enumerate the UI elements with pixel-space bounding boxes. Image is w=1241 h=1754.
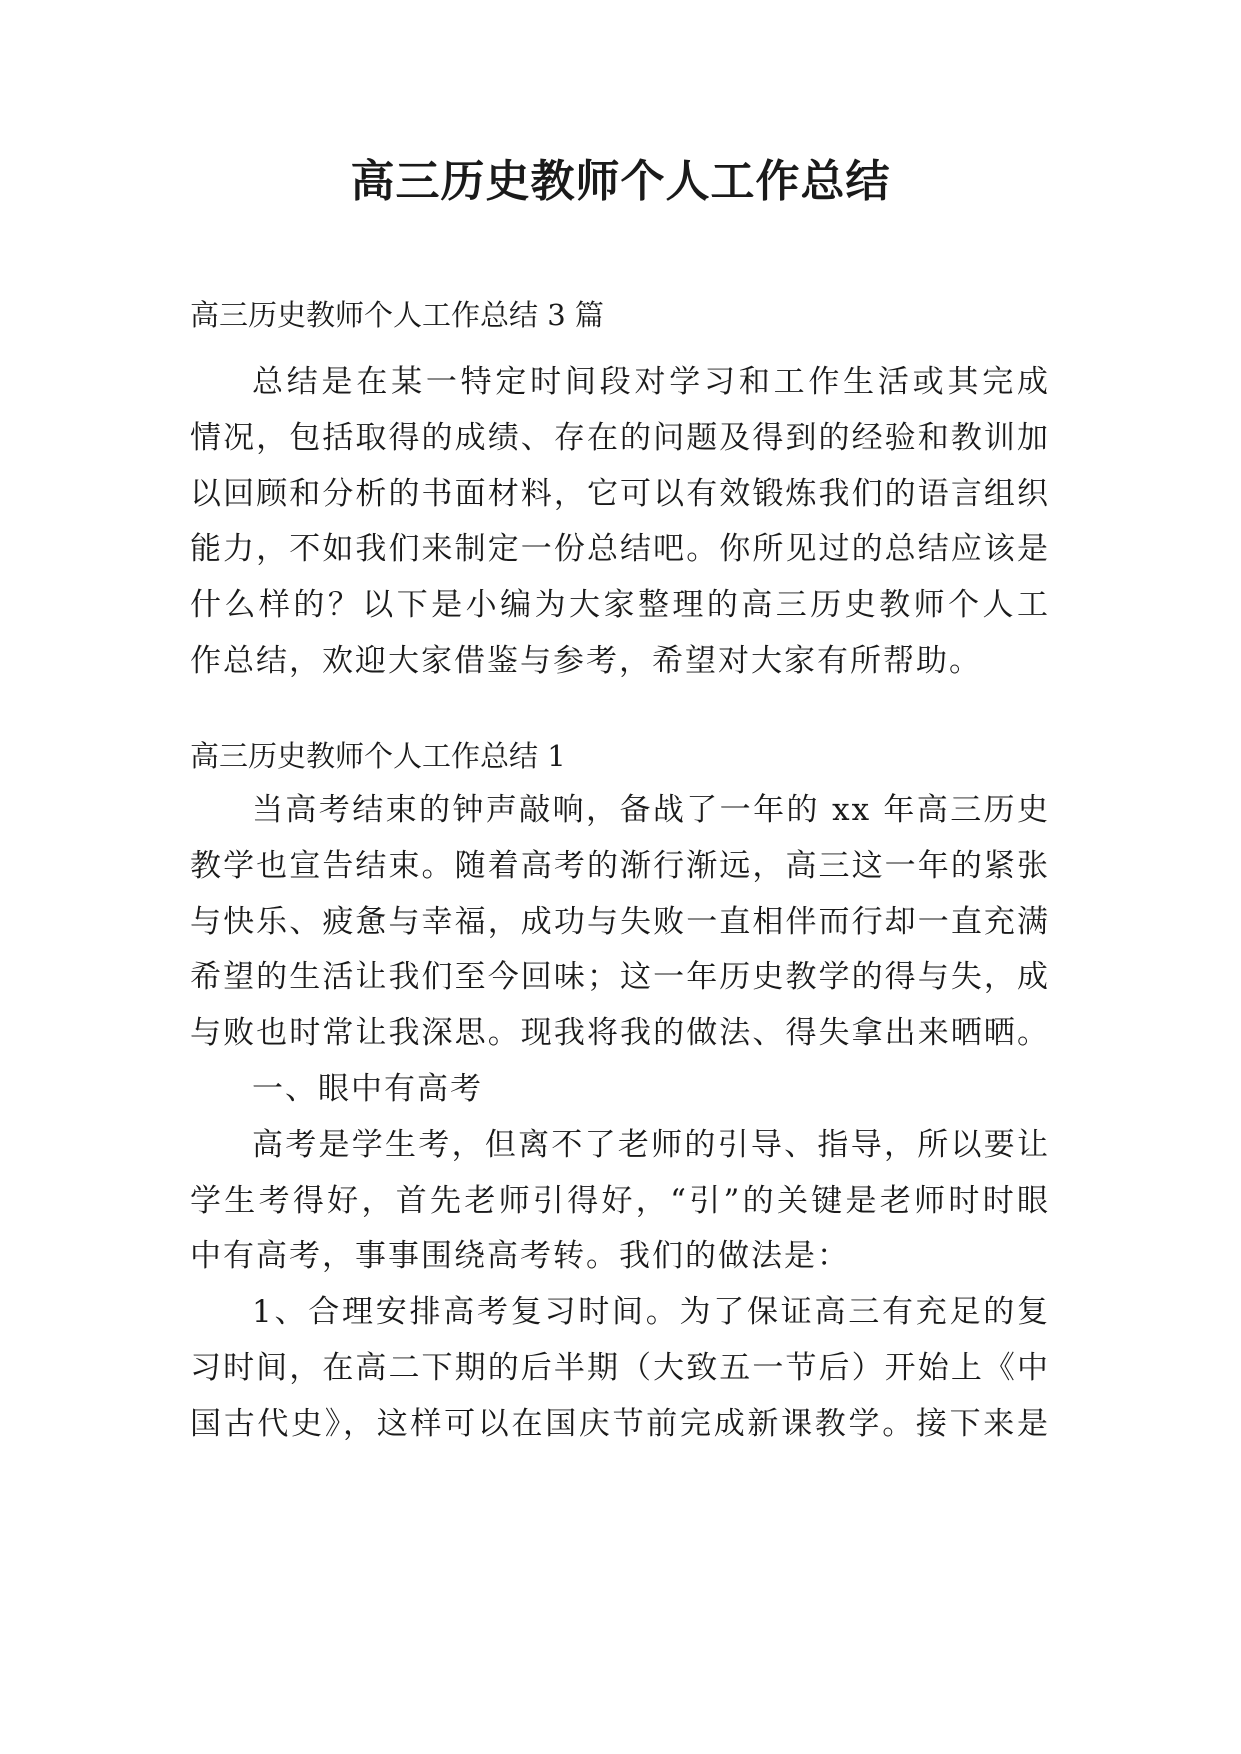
- intro-line: 情况，包括取得的成绩、存在的问题及得到的经验和教训加: [190, 420, 1050, 456]
- paragraph-line: 中有高考，事事围绕高考转。我们的做法是：: [190, 1238, 850, 1274]
- paragraph-line: 希望的生活让我们至今回味；这一年历史教学的得与失，成: [190, 959, 1050, 995]
- document-title: 高三历史教师个人工作总结: [350, 156, 891, 207]
- paragraph-line: 习时间，在高二下期的后半期（大致五一节后）开始上《中: [190, 1350, 1050, 1386]
- paragraph-line: 1、合理安排高考复习时间。为了保证高三有充足的复: [252, 1294, 1050, 1330]
- document-subtitle: 高三历史教师个人工作总结 3 篇: [190, 298, 604, 332]
- paragraph-line: 高考是学生考，但离不了老师的引导、指导，所以要让: [252, 1127, 1050, 1163]
- point-heading: 一、眼中有高考: [252, 1071, 483, 1107]
- paragraph-line: 教学也宣告结束。随着高考的渐行渐远，高三这一年的紧张: [190, 848, 1050, 884]
- paragraph-line: 国古代史》，这样可以在国庆节前完成新课教学。接下来是: [190, 1406, 1050, 1442]
- paragraph-line: 与快乐、疲惫与幸福，成功与失败一直相伴而行却一直充满: [190, 904, 1050, 940]
- intro-line: 作总结，欢迎大家借鉴与参考，希望对大家有所帮助。: [190, 643, 982, 679]
- section-heading: 高三历史教师个人工作总结 1: [190, 739, 566, 773]
- paragraph-line: 与败也时常让我深思。现我将我的做法、得失拿出来晒晒。: [190, 1015, 1050, 1051]
- intro-line: 总结是在某一特定时间段对学习和工作生活或其完成: [252, 364, 1050, 400]
- paragraph-line: 当高考结束的钟声敲响，备战了一年的 xx 年高三历史: [252, 792, 1050, 828]
- intro-line: 什么样的？以下是小编为大家整理的高三历史教师个人工: [190, 587, 1050, 623]
- paragraph-line: 学生考得好，首先老师引得好，“引”的关键是老师时时眼: [190, 1183, 1050, 1219]
- intro-line: 以回顾和分析的书面材料，它可以有效锻炼我们的语言组织: [190, 476, 1050, 512]
- intro-line: 能力，不如我们来制定一份总结吧。你所见过的总结应该是: [190, 531, 1050, 567]
